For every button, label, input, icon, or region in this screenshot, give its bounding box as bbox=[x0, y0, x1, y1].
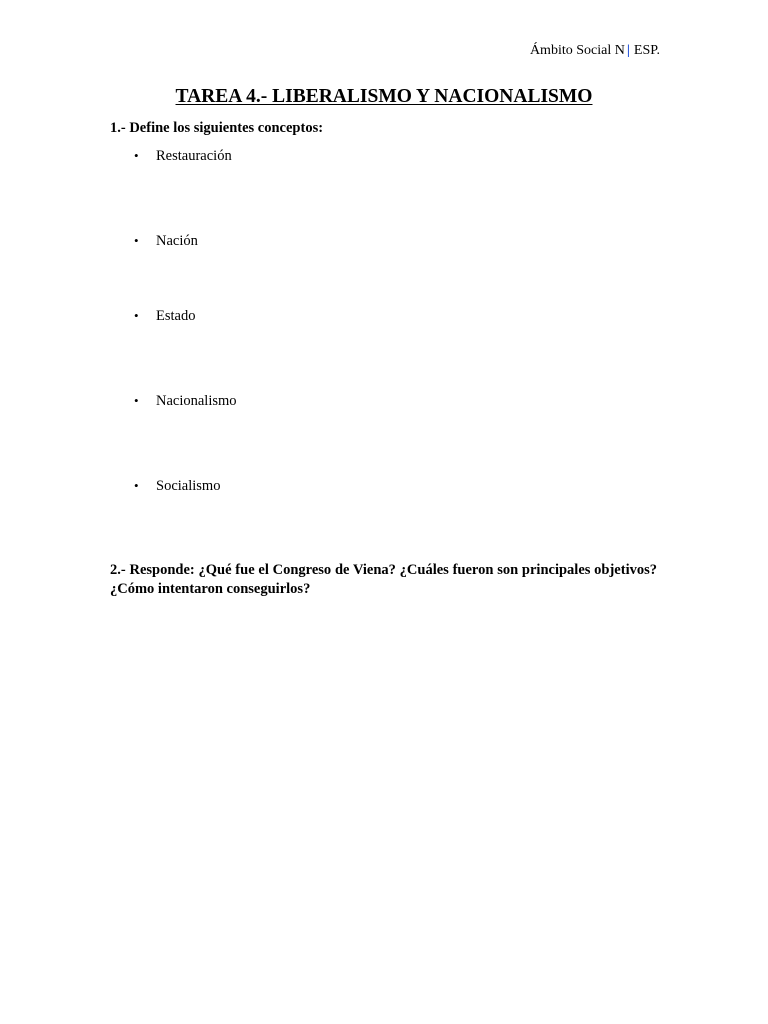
list-item bbox=[134, 478, 220, 495]
page-header bbox=[530, 43, 660, 59]
question-2: 2.- Responde: ¿Qué fue el Congreso de Viena? ¿Cuáles fueron son principales objetivos? ¿Cómo intentaron conseguirlos? bbox=[110, 562, 657, 597]
bullet-icon: • bbox=[134, 233, 139, 248]
list-item bbox=[134, 148, 232, 165]
concept-label: Socialismo bbox=[156, 478, 221, 494]
list-item bbox=[134, 393, 237, 410]
bullet-icon: • bbox=[134, 393, 139, 408]
list-item bbox=[134, 308, 195, 325]
header-subject: Ámbito Social N bbox=[529, 43, 625, 58]
concept-label: Nación bbox=[156, 233, 198, 249]
page-title: TAREA 4.- LIBERALISMO Y NACIONALISMO bbox=[175, 86, 593, 107]
list-item bbox=[134, 233, 198, 250]
bullet-icon: • bbox=[134, 308, 139, 323]
concept-label: Nacionalismo bbox=[156, 393, 237, 409]
header-separator: | bbox=[626, 43, 630, 58]
concept-label: Estado bbox=[156, 308, 196, 324]
bullet-icon: • bbox=[134, 148, 139, 163]
header-language: ESP. bbox=[633, 43, 660, 58]
question-1: 1.- Define los siguientes conceptos: bbox=[110, 120, 324, 136]
bullet-icon: • bbox=[134, 478, 139, 493]
concept-label: Restauración bbox=[156, 148, 232, 164]
